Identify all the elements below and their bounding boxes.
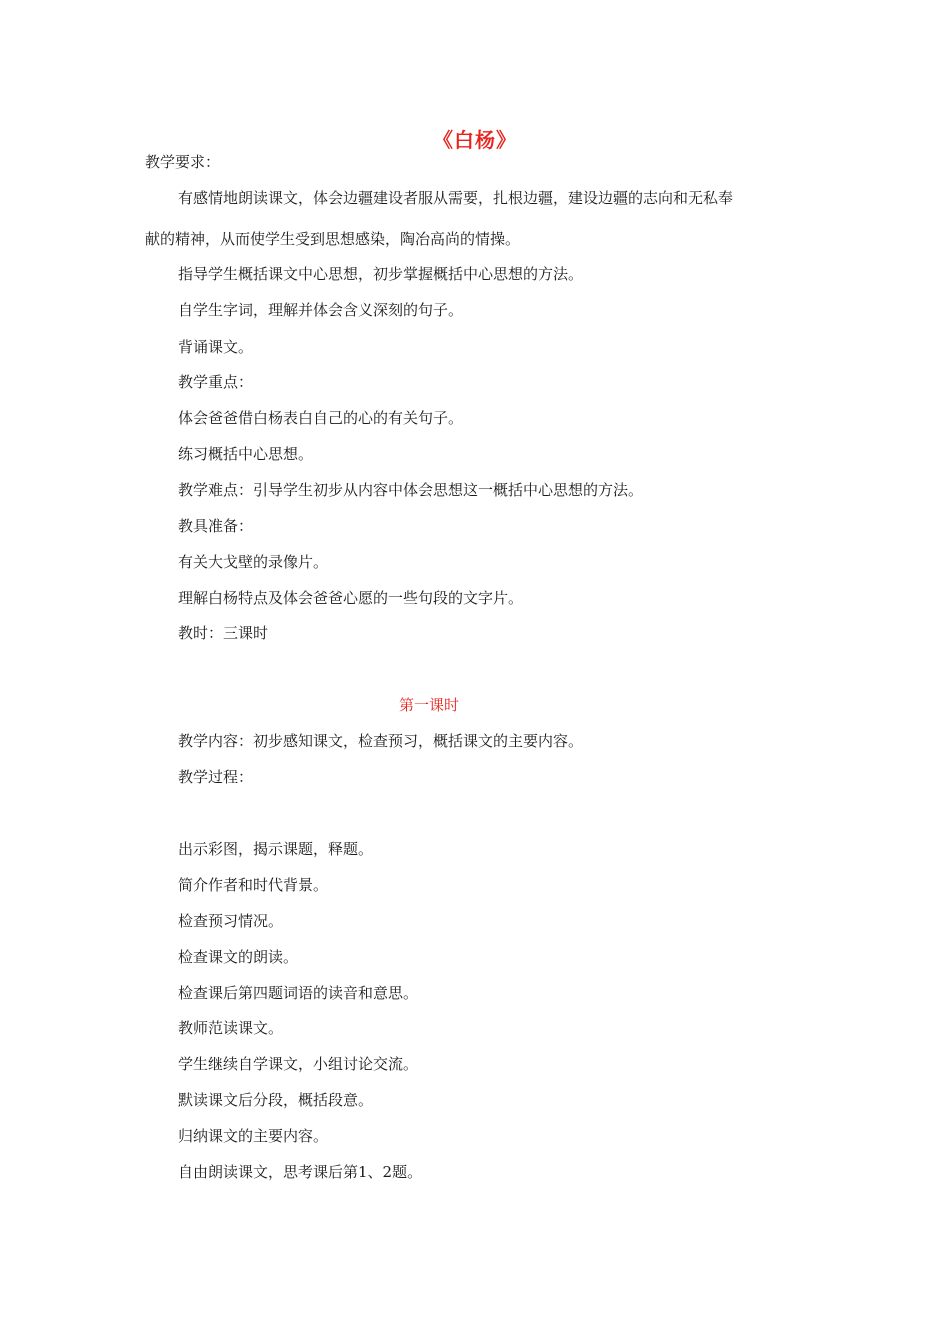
process-step: 默读课文后分段，概括段意。	[178, 1091, 374, 1109]
process-step: 自由朗读课文，思考课后第1、2题。	[178, 1163, 423, 1181]
difficulty-line: 教学难点：引导学生初步从内容中体会思想这一概括中心思想的方法。	[178, 481, 644, 499]
text-line: 理解白杨特点及体会爸爸心愿的一些句段的文字片。	[178, 589, 524, 607]
paragraph-1-line-2: 献的精神，从而使学生受到思想感染，陶冶高尚的情操。	[145, 230, 521, 248]
paragraph-1-line-1: 有感情地朗读课文，体会边疆建设者服从需要，扎根边疆，建设边疆的志向和无私奉	[178, 189, 734, 207]
materials-heading: 教具准备：	[178, 517, 254, 535]
process-heading: 教学过程：	[178, 768, 254, 786]
text-line: 有关大戈壁的录像片。	[178, 553, 329, 571]
text-line: 自学生字词，理解并体会含义深刻的句子。	[178, 301, 464, 319]
process-step: 归纳课文的主要内容。	[178, 1127, 329, 1145]
process-step: 学生继续自学课文，小组讨论交流。	[178, 1055, 419, 1073]
process-step: 教师范读课文。	[178, 1019, 284, 1037]
process-step: 检查课后第四题词语的读音和意思。	[178, 984, 419, 1002]
process-step: 简介作者和时代背景。	[178, 876, 329, 894]
lesson-content-line: 教学内容：初步感知课文，检查预习，概括课文的主要内容。	[178, 732, 584, 750]
text-line: 体会爸爸借白杨表白自己的心的有关句子。	[178, 409, 464, 427]
process-step: 检查课文的朗读。	[178, 948, 299, 966]
key-points-heading: 教学重点：	[178, 373, 254, 391]
process-step: 检查预习情况。	[178, 912, 284, 930]
document-title: 《白杨》	[433, 128, 517, 152]
lesson-count-line: 教时：三课时	[178, 624, 269, 642]
text-line: 练习概括中心思想。	[178, 445, 314, 463]
text-line: 指导学生概括课文中心思想，初步掌握概括中心思想的方法。	[178, 265, 584, 283]
requirements-heading: 教学要求：	[145, 153, 221, 171]
text-line: 背诵课文。	[178, 338, 254, 356]
process-step: 出示彩图，揭示课题，释题。	[178, 840, 374, 858]
section-title: 第一课时	[398, 696, 459, 714]
